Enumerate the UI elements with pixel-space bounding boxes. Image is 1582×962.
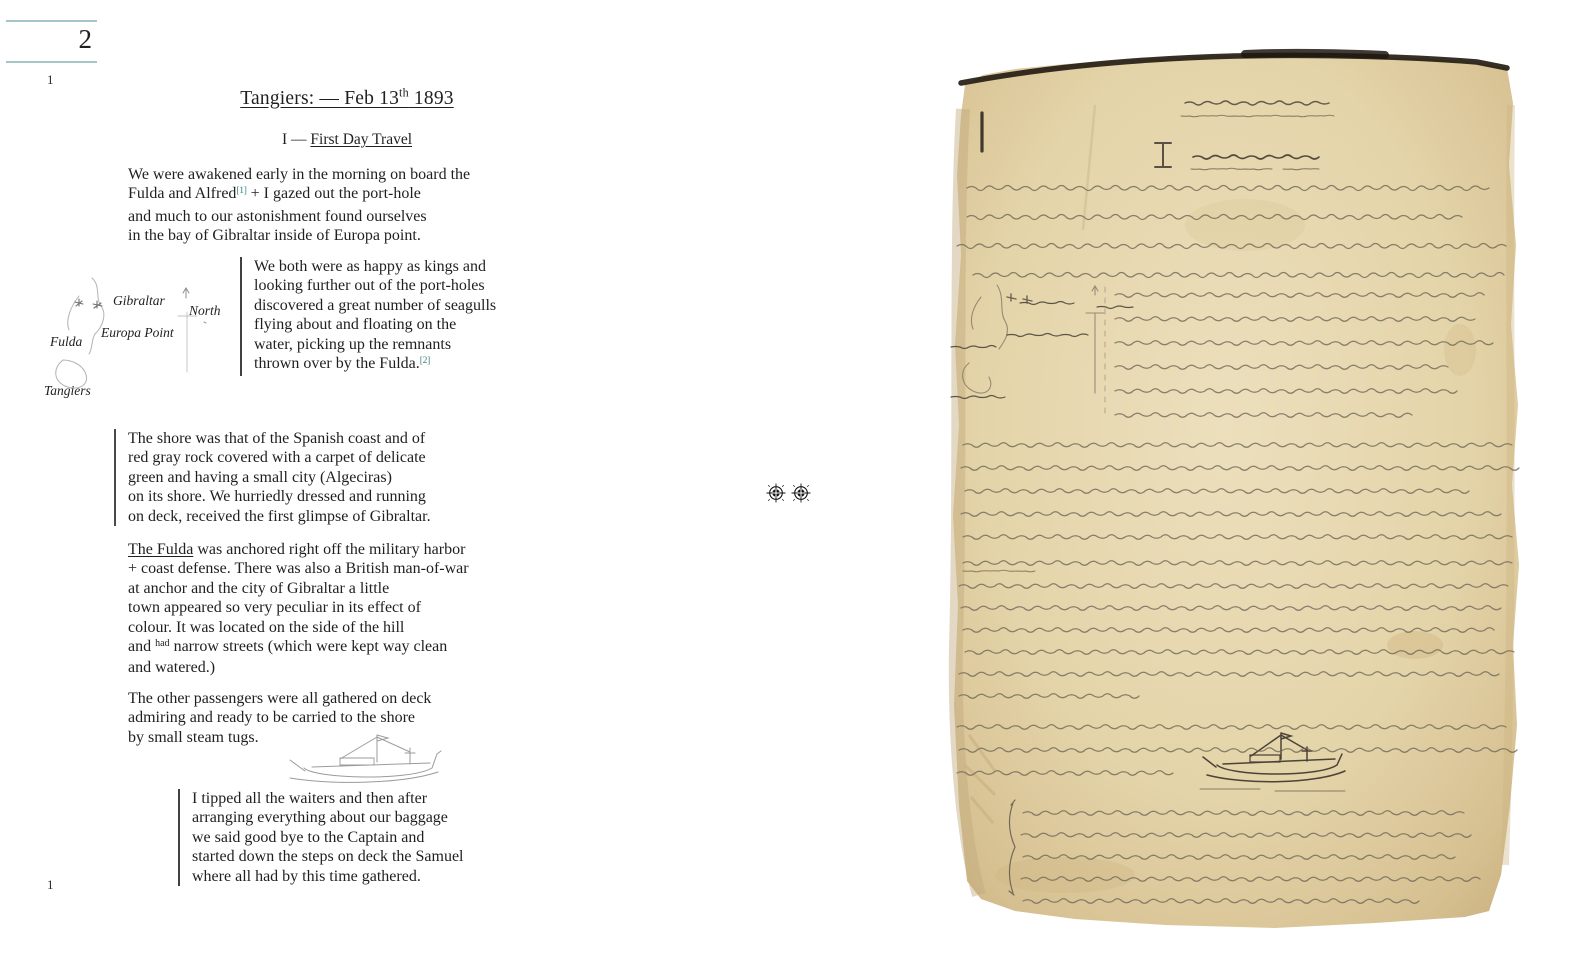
paper-sheet xyxy=(953,55,1519,928)
footnote-marker-2[interactable]: [2] xyxy=(419,355,430,366)
ship-sketch xyxy=(282,726,450,790)
paragraph-passengers: The other passengers were all gathered on deck admiring and ready to be carried to the shore by small steam tugs. xyxy=(128,690,432,746)
map-label-fulda: Fulda xyxy=(50,334,83,349)
section-heading: I — First Day Travel xyxy=(281,131,413,148)
map-label-north: North xyxy=(189,303,221,318)
map-coastline-gibraltar xyxy=(89,278,104,354)
crosshair-right-icon[interactable] xyxy=(791,483,811,503)
map-label-gibraltar: Gibraltar xyxy=(113,293,165,308)
inserted-word: had xyxy=(155,638,170,650)
paragraph-1: We were awakened early in the morning on board the Fulda and Alfred[1] + I gazed out the port-hole and much to our astonishment found ourselves in the bay of Gibraltar inside of Europa point. xyxy=(128,166,471,245)
line-marker-top: 1 xyxy=(47,72,54,87)
line-marker-bottom: 1 xyxy=(47,877,54,892)
page-rule-top xyxy=(6,20,97,22)
crosshair-left-icon[interactable] xyxy=(766,483,786,503)
page-title: Tangiers: — Feb 13th 1893 xyxy=(240,85,454,109)
page-rule-bottom xyxy=(6,61,97,63)
footnote-marker-1[interactable]: [1] xyxy=(236,185,247,196)
page-number: 2 xyxy=(78,24,92,54)
paragraph-fulda: The Fulda was anchored right off the military harbor + coast defense. There was also a British man-of-war at anchor and the city of Gibraltar a little town appeared so very peculiar in its effect of colour. It was located on the side of the hill and $^{had}$ narrow streets (which were kept way clean and watered.) xyxy=(128,541,469,677)
manuscript-facsimile-image[interactable] xyxy=(945,45,1527,935)
map-label-tangiers: Tangiers xyxy=(44,383,91,398)
paragraph-shore: The shore was that of the Spanish coast and of red gray rock covered with a carpet of delicate green and having a small city (Algeciras) on its shore. We hurriedly dressed and running on deck, received the first glimpse of Gibraltar. xyxy=(114,429,431,526)
map-label-europa-point: Europa Point xyxy=(101,325,174,340)
blockquote-2: I tipped all the waiters and then after arranging everything about our baggage we said good bye to the Captain and started down the steps on deck the Samuel where all had by this time gathered. xyxy=(178,789,464,886)
north-arrow-icon xyxy=(183,288,189,298)
map-ship-marks-icon xyxy=(75,299,102,308)
map-sketch xyxy=(35,276,247,408)
blockquote-1: We both were as happy as kings and looking further out of the port-holes discovered a great number of seagulls flying about and floating on the water, picking up the remnants thrown over by the Fulda.[2] xyxy=(240,257,496,376)
